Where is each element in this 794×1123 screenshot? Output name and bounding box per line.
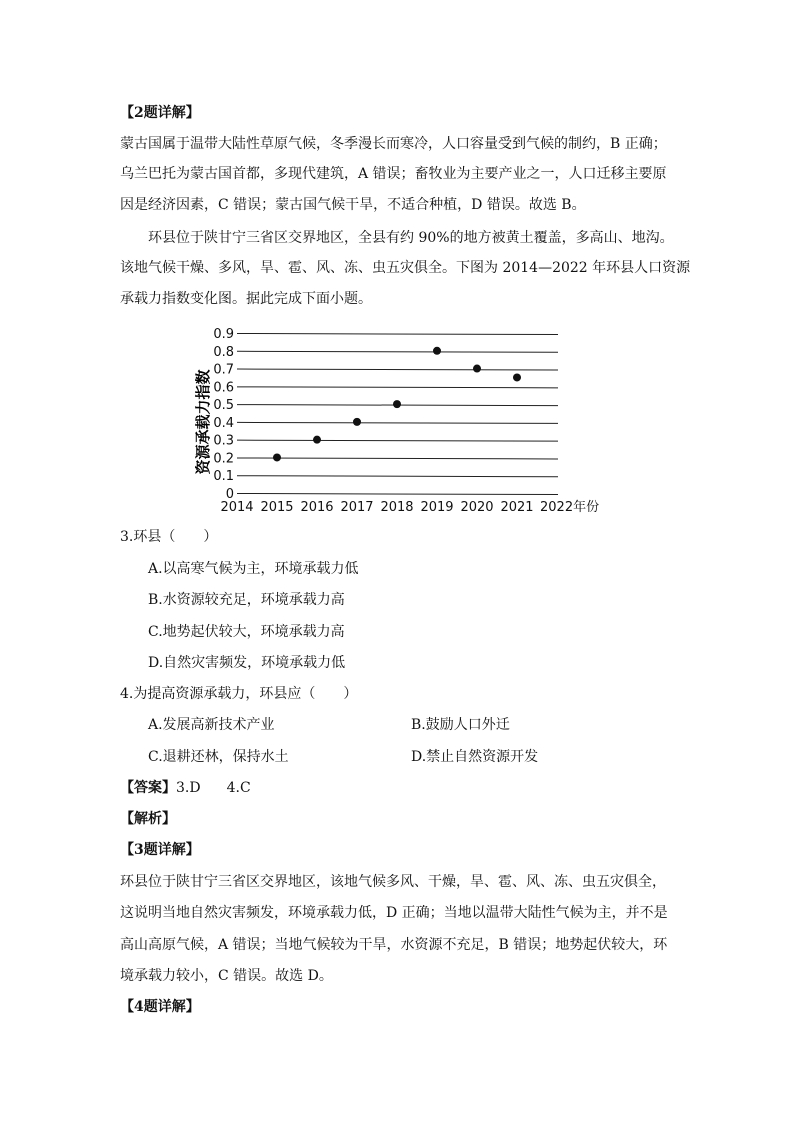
chart-x-tick-label: 2016	[300, 500, 334, 515]
chart-x-tick-label: 2017	[340, 500, 374, 515]
q3-detail-line: 环县位于陕甘宁三省区交界地区，该地气候多风、干燥，旱、雹、风、冻、虫五灾俱全，	[120, 874, 666, 890]
chart-gridline	[237, 440, 558, 441]
q4-option-c: C.退耕还林，保持水土	[148, 749, 289, 765]
chart-y-tick-label: 0.7	[213, 362, 234, 378]
chart-gridline	[237, 458, 558, 459]
chart-y-tick-label: 0.4	[213, 415, 234, 431]
chart-y-tick-label: 0.6	[213, 380, 234, 396]
intro-line: 环县位于陕甘宁三省区交界地区，全县有约 90%的地方被黄土覆盖，多高山、地沟。	[148, 230, 674, 246]
resource-capacity-chart	[190, 322, 630, 522]
chart-y-tick-label: 0.1	[213, 469, 234, 485]
q3-option-b: B.水资源较充足，环境承载力高	[148, 592, 345, 608]
q3-detail-line: 高山高原气候，A 错误；当地气候较为干旱，水资源不充足，B 错误；地势起伏较大，环	[120, 937, 668, 953]
chart-y-ticks	[213, 327, 234, 502]
q4-option-b: B.鼓励人口外迁	[411, 717, 510, 733]
q4-option-a: A.发展高新技术产业	[148, 717, 275, 733]
q2-detail-line: 蒙古国属于温带大陆性草原气候，冬季漫长而寒冷，人口容量受到气候的制约，B 正确；	[120, 136, 667, 152]
chart-x-tick-label: 2015	[260, 500, 294, 515]
q2-detail-line: 乌兰巴托为蒙古国首都，多现代建筑，A 错误；畜牧业为主要产业之一，人口迁移主要原	[120, 166, 667, 182]
q3-option-d: D.自然灾害频发，环境承载力低	[148, 655, 346, 671]
chart-y-tick-label: 0.9	[213, 327, 234, 342]
q2-detail-line: 因是经济因素，C 错误；蒙古国气候干旱，不适合种植，D 错误。故选 B。	[120, 197, 586, 213]
chart-gridline	[237, 494, 558, 495]
chart-gridline	[237, 369, 558, 370]
chart-y-tick-label: 0.5	[213, 398, 234, 414]
q3-detail-line: 这说明当地自然灾害频发，环境承载力低，D 正确；当地以温带大陆性气候为主，并不是	[120, 905, 668, 921]
analysis-heading: 【解析】	[120, 811, 176, 827]
chart-x-tick-label: 2018	[380, 500, 414, 515]
chart-points	[273, 347, 521, 462]
chart-x-ticks	[220, 499, 599, 515]
q3-detail-heading: 【3题详解】	[120, 842, 200, 858]
q4-option-d: D.禁止自然资源开发	[411, 749, 539, 765]
chart-x-tick-label: 2021	[500, 500, 534, 515]
q3-option-a: A.以高寒气候为主，环境承载力低	[148, 561, 359, 577]
chart-y-tick-label: 0.3	[213, 433, 234, 449]
chart-point	[353, 418, 361, 426]
q2-detail-heading: 【2题详解】	[120, 105, 200, 121]
q4-detail-heading: 【4题详解】	[120, 999, 200, 1015]
chart-x-tick-label: 2020	[460, 500, 494, 515]
chart-point	[473, 365, 481, 373]
chart-point	[513, 373, 521, 381]
chart-gridlines	[237, 334, 558, 495]
chart-point	[313, 436, 321, 444]
chart-point	[393, 400, 401, 408]
chart-gridline	[237, 387, 558, 388]
chart-gridline	[237, 351, 558, 352]
chart-y-tick-label: 0.8	[213, 344, 234, 360]
intro-line: 该地气候干燥、多风，旱、雹、风、冻、虫五灾俱全。下图为 2014—2022 年环县人口资源	[120, 260, 691, 276]
answer-q4: 4.C	[226, 780, 251, 796]
chart-gridline	[237, 476, 558, 477]
chart-gridline	[237, 422, 558, 423]
q3-stem: 3.环县（ ）	[120, 529, 218, 545]
chart-x-tick-label: 2014	[220, 500, 254, 515]
chart-y-tick-label: 0	[225, 487, 234, 502]
answer-q3: 3.D	[176, 780, 201, 796]
q3-option-c: C.地势起伏较大，环境承载力高	[148, 624, 345, 640]
chart-x-tick-label: 2022年份	[540, 500, 600, 515]
q3-detail-line: 境承载力较小，C 错误。故选 D。	[120, 968, 333, 984]
chart-y-axis-label: 资源承载力指数	[194, 369, 212, 475]
chart-point	[433, 347, 441, 355]
chart-point	[273, 453, 281, 461]
answer-label: 【答案】	[120, 780, 176, 796]
chart-y-tick-label: 0.2	[213, 451, 234, 467]
chart-gridline	[237, 334, 558, 335]
answer-line	[120, 778, 251, 798]
q4-stem: 4.为提高资源承载力，环县应（ ）	[120, 686, 358, 702]
intro-line: 承载力指数变化图。据此完成下面小题。	[120, 291, 372, 307]
chart-x-tick-label: 2019	[420, 500, 454, 515]
